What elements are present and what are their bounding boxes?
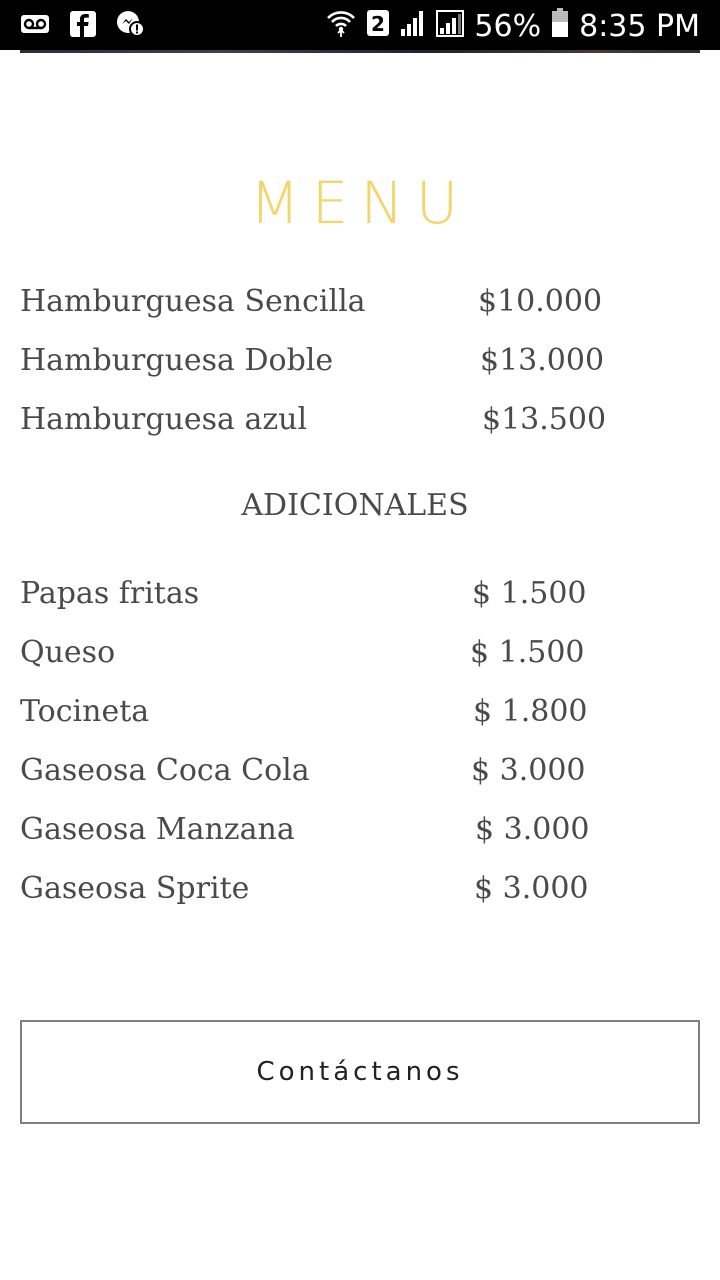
extra-item: [20, 633, 700, 673]
signal-icon: [400, 9, 426, 45]
menu-item: [20, 400, 700, 440]
battery-percent: 56%: [474, 9, 542, 44]
extras-title: ADICIONALES: [241, 488, 469, 523]
extra-item-name: Gaseosa Manzana: [20, 812, 295, 847]
menu-item: [20, 282, 700, 322]
extra-item: [20, 751, 700, 791]
extra-item-name: Gaseosa Coca Cola: [20, 753, 310, 788]
facebook-icon: [70, 11, 96, 41]
extra-item: [20, 869, 700, 909]
extra-item-price: $ 1.500: [472, 576, 587, 611]
wifi-icon: [326, 8, 356, 46]
extra-item-price: $ 1.800: [473, 694, 588, 729]
menu-item-price: $10.000: [478, 284, 603, 319]
menu-item-name: Hamburguesa azul: [20, 402, 308, 437]
extra-item: [20, 692, 700, 732]
messenger-alert-icon: [116, 10, 146, 42]
extra-item: [20, 810, 700, 850]
header-image-edge: [20, 50, 700, 53]
notification-icons: [20, 10, 146, 42]
extra-item-price: $ 1.500: [470, 635, 585, 670]
menu-item-name: Hamburguesa Sencilla: [20, 284, 366, 319]
status-bar: [0, 0, 720, 50]
extra-item-name: Queso: [20, 635, 116, 670]
extra-item-name: Papas fritas: [20, 576, 200, 611]
battery-icon: [551, 8, 569, 46]
menu-item-price: $13.500: [482, 402, 607, 437]
menu-title: MENU: [249, 169, 471, 237]
extra-item-price: $ 3.000: [471, 753, 586, 788]
system-status: [326, 8, 700, 46]
svg-text:2: 2: [371, 12, 386, 36]
menu-item-price: $13.000: [480, 343, 605, 378]
signal-icon: [436, 9, 464, 45]
contact-button[interactable]: [20, 1020, 700, 1124]
sim-slot-badge: [366, 8, 390, 46]
extra-item: [20, 574, 700, 614]
extra-item-name: Tocineta: [20, 694, 150, 729]
voicemail-icon: [20, 12, 50, 40]
extra-item-price: $ 3.000: [474, 871, 589, 906]
menu-item: [20, 341, 700, 381]
clock: 8:35 PM: [579, 9, 700, 44]
contact-button-label: Contáctanos: [256, 1057, 464, 1087]
extra-item-name: Gaseosa Sprite: [20, 871, 250, 906]
extra-item-price: $ 3.000: [475, 812, 590, 847]
menu-item-name: Hamburguesa Doble: [20, 343, 334, 378]
